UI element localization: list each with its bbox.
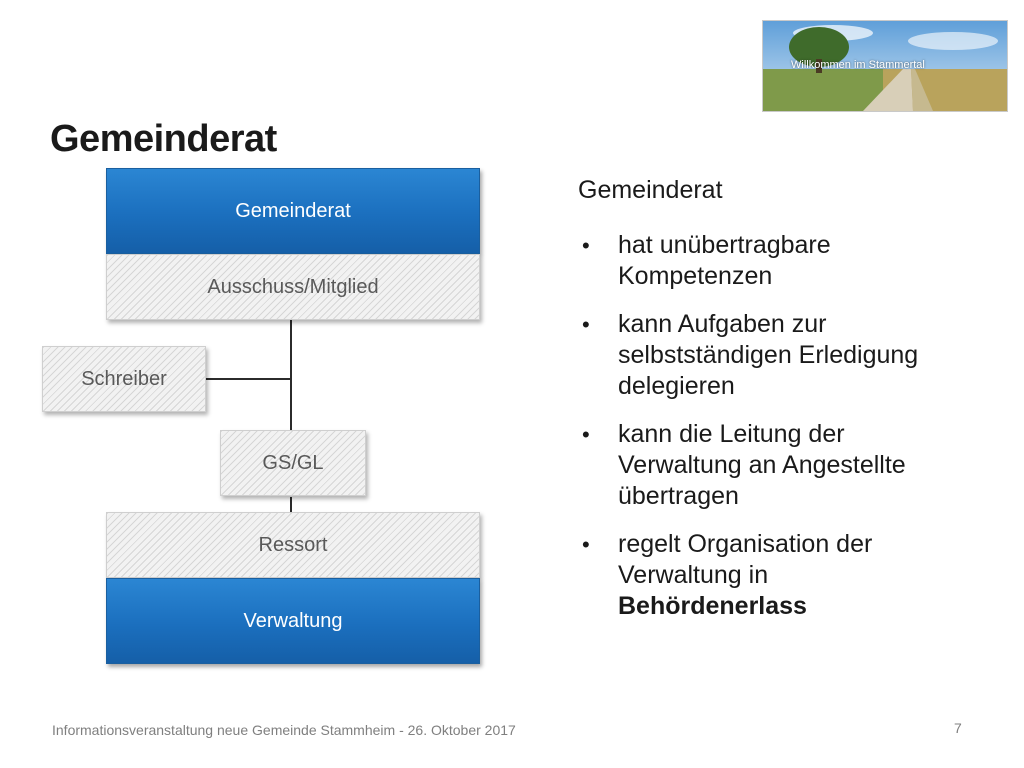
bullet-dot-icon: • [582, 233, 590, 258]
connector-vertical [290, 320, 292, 430]
box-ausschuss-label: Ausschuss/Mitglied [207, 275, 379, 298]
bullet-dot-icon: • [582, 422, 590, 447]
header-photo [762, 20, 1008, 112]
bullet-item [578, 309, 928, 402]
photo-caption: Willkommen im Stammertal [791, 59, 925, 71]
page-number: 7 [954, 720, 962, 736]
connector-schreiber [206, 378, 291, 380]
bullet-item [578, 230, 928, 292]
bullet-item [578, 419, 928, 512]
box-schreiber-label: Schreiber [81, 367, 167, 390]
page-title: Gemeinderat [50, 118, 277, 160]
box-gemeinderat-label: Gemeinderat [235, 199, 351, 222]
bullet-text: regelt Organisation der Verwaltung in [618, 530, 873, 589]
box-gsgl-label: GS/GL [262, 451, 324, 474]
box-ausschuss [106, 254, 480, 320]
side-heading: Gemeinderat [578, 176, 723, 204]
box-gsgl [220, 430, 366, 496]
bullet-text: kann Aufgaben zur selbstständigen Erledigung delegieren [618, 310, 919, 400]
bullet-text: kann die Leitung der Verwaltung an Angestellte übertragen [618, 420, 906, 510]
bullet-dot-icon: • [582, 312, 590, 337]
box-verwaltung-label: Verwaltung [243, 609, 343, 632]
bullet-list [578, 230, 928, 639]
footer-text: Informationsveranstaltung neue Gemeinde Stammheim - 26. Oktober 2017 [52, 722, 516, 738]
box-ressort-label: Ressort [258, 533, 328, 556]
bullet-bold-text: Behördenerlass [618, 592, 807, 620]
box-schreiber [42, 346, 206, 412]
bullet-text: hat unübertragbare Kompetenzen [618, 231, 831, 290]
connector-gsgl-ressort [290, 497, 292, 513]
box-ressort [106, 512, 480, 578]
bullet-item [578, 529, 928, 622]
box-verwaltung [106, 578, 480, 664]
box-gemeinderat [106, 168, 480, 254]
bullet-dot-icon: • [582, 532, 590, 557]
